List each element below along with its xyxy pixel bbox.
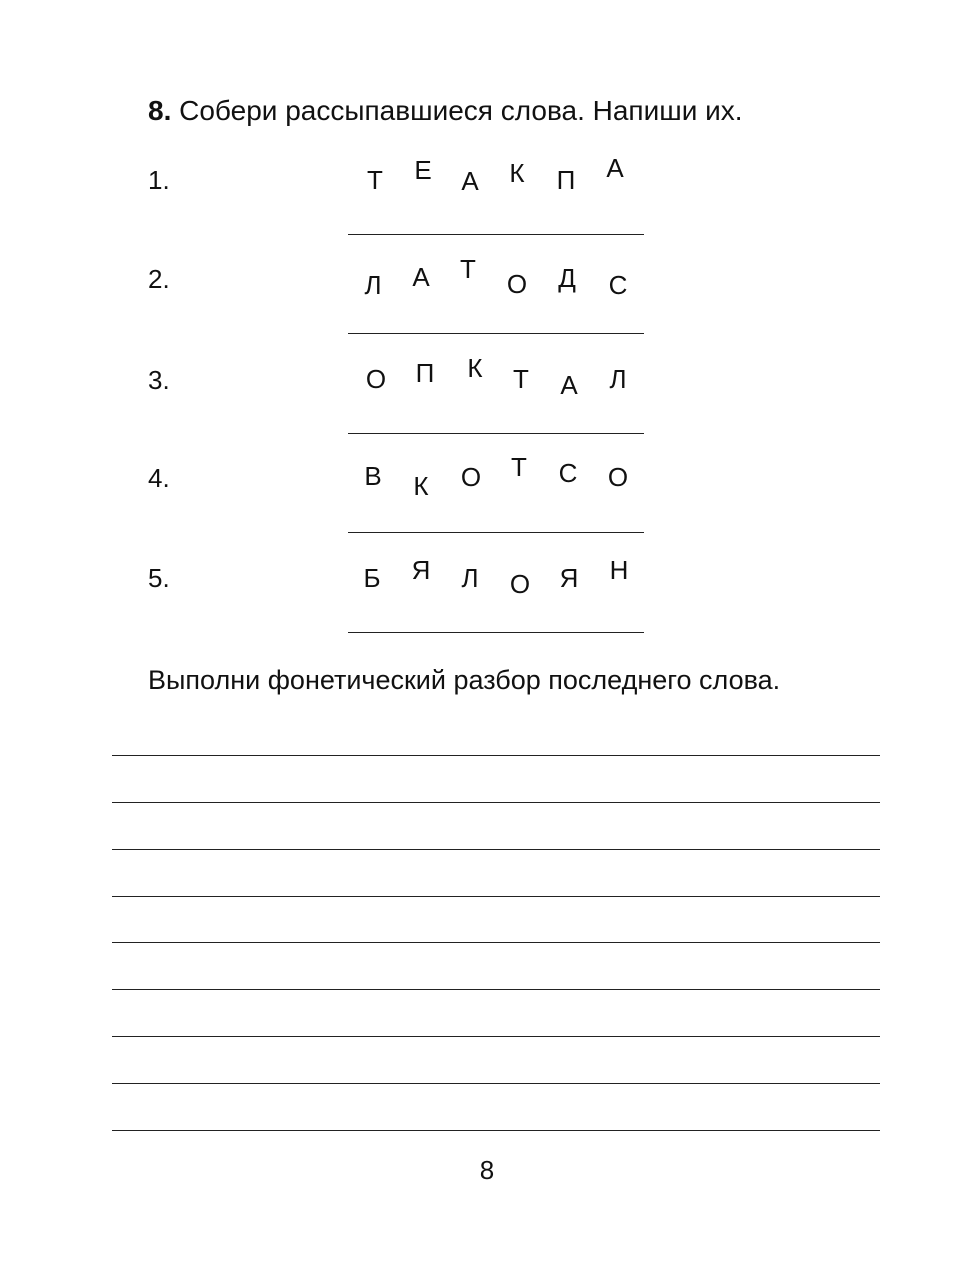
item-1-letter: П (556, 165, 576, 195)
item-3-letter: О (365, 364, 387, 394)
item-2-letter: А (412, 262, 430, 292)
item-4-letter: С (558, 458, 578, 488)
item-3-letter: К (467, 353, 483, 383)
item-5-letter: Н (609, 555, 629, 585)
item-5-answer-line[interactable] (348, 632, 644, 633)
item-2-label: 2. (148, 264, 170, 294)
writing-line[interactable] (112, 1036, 880, 1037)
writing-line[interactable] (112, 849, 880, 850)
item-1-letter: Е (414, 155, 432, 185)
item-1-letter: А (606, 153, 624, 183)
item-3-answer-line[interactable] (348, 433, 644, 434)
task-title (148, 95, 743, 127)
writing-line[interactable] (112, 802, 880, 803)
item-4-letter: Т (511, 452, 527, 482)
item-1-letter: А (461, 166, 479, 196)
item-2-letter: Л (364, 270, 382, 300)
writing-line[interactable] (112, 989, 880, 990)
item-5-letter: Л (461, 563, 479, 593)
item-4-letter: О (460, 462, 482, 492)
writing-line[interactable] (112, 755, 880, 756)
item-3-letter: А (560, 370, 578, 400)
item-4-letter: О (607, 462, 629, 492)
item-2-letter: О (506, 269, 528, 299)
item-3-letter: Л (609, 364, 627, 394)
item-1-letter: Т (367, 165, 383, 195)
item-5-letter: О (509, 569, 531, 599)
writing-line[interactable] (112, 896, 880, 897)
item-2-letter: С (608, 270, 628, 300)
item-1-answer-line[interactable] (348, 234, 644, 235)
item-5-letter: Я (559, 563, 579, 593)
page-number: 8 (479, 1155, 495, 1185)
instruction-text: Выполни фонетический разбор последнего слова. (148, 665, 781, 695)
item-1-letter: К (509, 158, 525, 188)
item-3-label: 3. (148, 365, 170, 395)
writing-line[interactable] (112, 1083, 880, 1084)
task-number: 8. (148, 95, 172, 126)
item-1-label: 1. (148, 165, 170, 195)
item-5-letter: Б (363, 563, 381, 593)
item-4-answer-line[interactable] (348, 532, 644, 533)
item-2-answer-line[interactable] (348, 333, 644, 334)
item-4-letter: К (413, 471, 429, 501)
item-3-letter: П (415, 358, 435, 388)
item-4-label: 4. (148, 463, 170, 493)
item-5-letter: Я (411, 555, 431, 585)
writing-line[interactable] (112, 942, 880, 943)
item-2-letter: Т (460, 254, 476, 284)
item-2-letter: Д (558, 263, 576, 293)
item-3-letter: Т (513, 364, 529, 394)
item-5-label: 5. (148, 563, 170, 593)
task-text: Собери рассыпавшиеся слова. Напиши их. (179, 95, 743, 126)
writing-line[interactable] (112, 1130, 880, 1131)
item-4-letter: В (364, 461, 382, 491)
